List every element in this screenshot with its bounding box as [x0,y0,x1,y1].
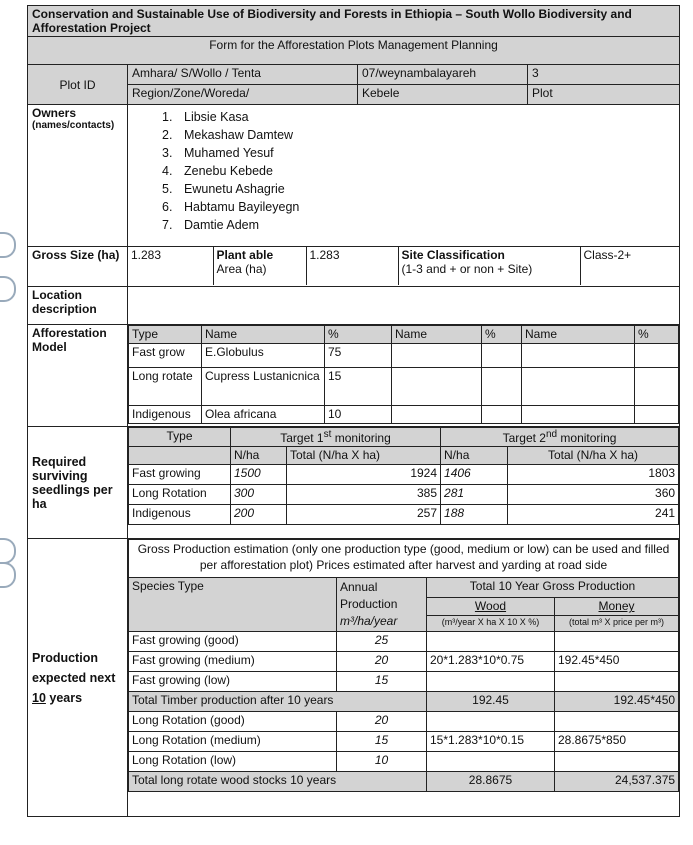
surviving-table [128,427,679,525]
prod-wood [427,712,555,732]
model-pct: 10 [325,406,392,424]
prod-annual: 20 [337,652,427,672]
surv-h-type: Type [129,428,231,447]
plantable-value: 1.283 [306,247,398,285]
production-note: Gross Production estimation (only one production type (good, medium or low) can be used and filled per afforestation plot) Prices estimated after harvest and yarding at road side [129,540,679,578]
model-h-pct: % [482,326,522,344]
surv-n1: 300 [231,485,287,505]
surv-n1: 200 [231,505,287,525]
owner-item [162,144,675,162]
project-header: Conservation and Sustainable Use of Biodiversity and Forests in Ethiopia – South Wollo Biodiversity and Afforestation Project [28,6,680,37]
site-class-sub: (1-3 and + or non + Site) [401,262,533,276]
prod-wood: 15*1.283*10*0.15 [427,732,555,752]
prod-species: Long Rotation (low) [129,752,337,772]
model-name: Cupress Lustanicnica [202,368,325,406]
owner-number: 3. [162,146,173,160]
total-timber-label: Total Timber production after 10 years [129,692,427,712]
owner-number: 7. [162,218,173,232]
owner-name: Mekashaw Damtew [184,128,294,142]
gross-size-value: 1.283 [128,247,213,285]
region-value: Amhara/ S/Wollo / Tenta [128,65,358,85]
prod-wood [427,672,555,692]
model-pct: 75 [325,344,392,368]
owner-name: Ewunetu Ashagrie [184,182,285,196]
production-table [128,539,679,792]
total-long-label: Total long rotate wood stocks 10 years [129,772,427,792]
plot-label: Plot [528,85,680,105]
model-type: Indigenous [129,406,202,424]
model-h-name: Name [522,326,635,344]
prod-money [555,632,679,652]
prod-species: Fast growing (good) [129,632,337,652]
owner-number: 4. [162,164,173,178]
surv-t1: 1924 [287,465,441,485]
location-value [128,287,680,325]
form-title: Form for the Afforestation Plots Management Planning [28,37,680,65]
prod-money [555,712,679,732]
prod-money: 28.8675*850 [555,732,679,752]
surv-t1: 257 [287,505,441,525]
surv-h-target2: Target 2nd monitoring [441,428,679,447]
plot-value: 3 [528,65,680,85]
surv-n2: 188 [441,505,508,525]
model-pct: 15 [325,368,392,406]
surv-n2: 281 [441,485,508,505]
owner-item [162,108,675,126]
site-class-label: Site Classification [401,248,505,262]
gross-size-label: Gross Size (ha) [28,247,128,287]
punch-hole [0,562,16,588]
region-label: Region/Zone/Woreda/ [128,85,358,105]
prod-wood: 20*1.283*10*0.75 [427,652,555,672]
surv-h-target1: Target 1st monitoring [231,428,441,447]
prod-wood [427,632,555,652]
surv-type: Indigenous [129,505,231,525]
gross-size-row [128,247,679,285]
plantable-sub: Area (ha) [216,262,267,276]
prod-species: Fast growing (low) [129,672,337,692]
prod-h-money: Money [555,598,679,615]
owner-number: 2. [162,128,173,142]
kebele-label: Kebele [358,85,528,105]
surv-type: Fast growing [129,465,231,485]
owner-name: Libsie Kasa [184,110,249,124]
model-table [128,325,679,424]
prod-h-annual: Annual Production m³/ha/year [337,578,427,632]
site-class-value: Class-2+ [580,247,679,285]
surv-n1: 1500 [231,465,287,485]
prod-h-wood: Wood [427,598,555,615]
prod-annual: 25 [337,632,427,652]
prod-h-species: Species Type [129,578,337,632]
management-form [27,5,680,817]
surv-t2: 360 [508,485,679,505]
owner-name: Habtamu Bayileyegn [184,200,300,214]
owner-number: 1. [162,110,173,124]
model-h-name: Name [202,326,325,344]
model-h-name: Name [392,326,482,344]
punch-hole [0,538,16,564]
model-h-pct: % [325,326,392,344]
prod-money [555,752,679,772]
surviving-label: Required surviving seedlings per ha [28,427,128,539]
model-label: Afforestation Model [28,325,128,427]
location-label: Location description [28,287,128,325]
prod-money: 192.45*450 [555,652,679,672]
owner-item [162,198,675,216]
model-name: E.Globulus [202,344,325,368]
model-h-type: Type [129,326,202,344]
prod-h-money-sub: (total m³ X price per m³) [555,615,679,631]
plantable-label: Plant able [216,248,274,262]
surv-t2: 1803 [508,465,679,485]
prod-annual: 20 [337,712,427,732]
owners-list [162,108,675,234]
production-label: Production expected next 10 years [28,539,128,817]
surv-n2: 1406 [441,465,508,485]
owner-item [162,180,675,198]
owner-item [162,216,675,234]
total-long-money: 24,537.375 [555,772,679,792]
prod-annual: 15 [337,672,427,692]
model-h-pct: % [635,326,679,344]
owner-number: 5. [162,182,173,196]
prod-h-wood-sub: (m³/year X ha X 10 X %) [427,615,555,631]
prod-species: Fast growing (medium) [129,652,337,672]
owner-name: Damtie Adem [184,218,260,232]
surv-h-nha: N/ha [441,447,508,465]
owner-item [162,162,675,180]
model-type: Fast grow [129,344,202,368]
owners-label: Owners [32,106,77,120]
prod-h-total10: Total 10 Year Gross Production [427,578,679,598]
surv-type: Long Rotation [129,485,231,505]
owner-item [162,126,675,144]
surv-t1: 385 [287,485,441,505]
owner-name: Muhamed Yesuf [184,146,274,160]
prod-annual: 10 [337,752,427,772]
owner-number: 6. [162,200,173,214]
total-long-wood: 28.8675 [427,772,555,792]
owners-sublabel: (names/contacts) [32,120,115,131]
punch-hole [0,276,16,302]
prod-wood [427,752,555,772]
prod-species: Long Rotation (good) [129,712,337,732]
surv-h-total: Total (N/ha X ha) [287,447,441,465]
prod-annual: 15 [337,732,427,752]
surv-h-nha: N/ha [231,447,287,465]
punch-hole [0,232,16,258]
plot-id-label: Plot ID [28,65,128,105]
owner-name: Zenebu Kebede [184,164,273,178]
total-timber-money: 192.45*450 [555,692,679,712]
owners-label-cell [28,105,128,247]
surv-t2: 241 [508,505,679,525]
model-name: Olea africana [202,406,325,424]
surv-h-total: Total (N/ha X ha) [508,447,679,465]
kebele-value: 07/weynambalayareh [358,65,528,85]
total-timber-wood: 192.45 [427,692,555,712]
model-type: Long rotate [129,368,202,406]
prod-species: Long Rotation (medium) [129,732,337,752]
prod-money [555,672,679,692]
owners-cell [128,105,680,247]
